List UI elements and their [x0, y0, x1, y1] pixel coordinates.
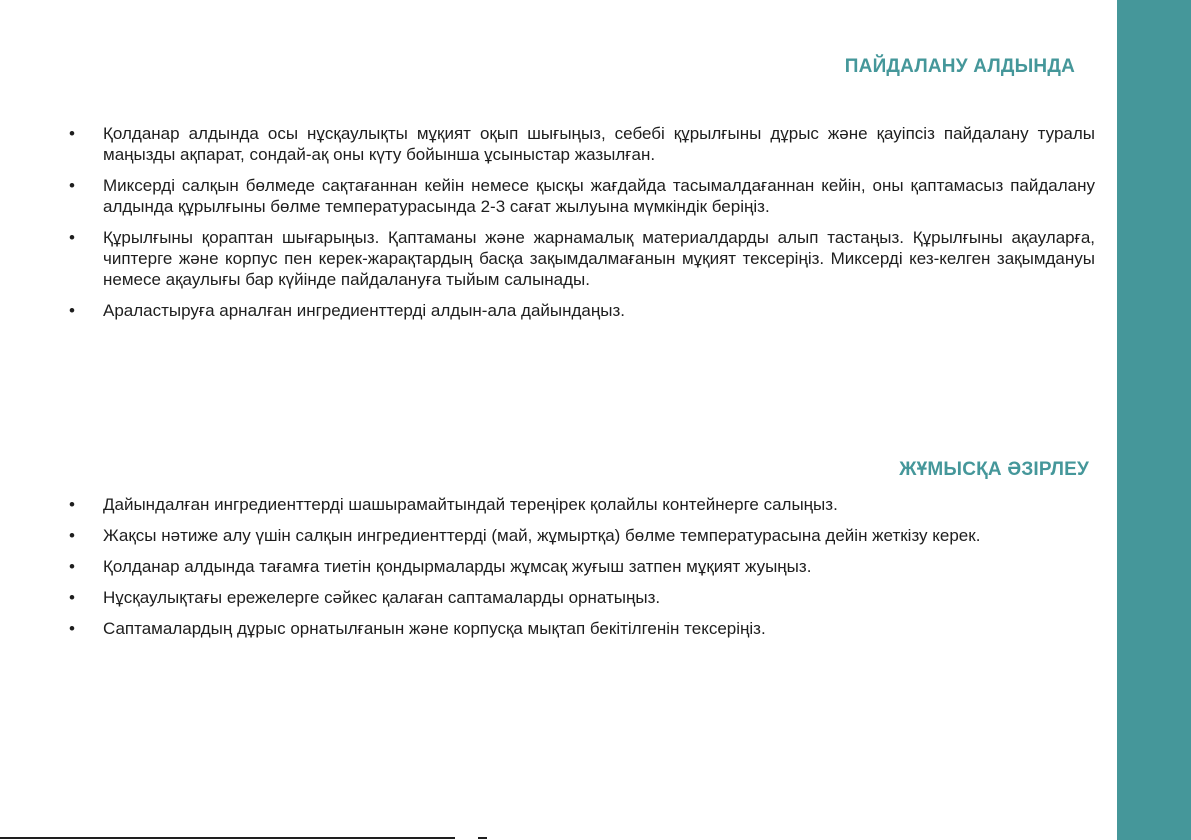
before-use-list — [66, 123, 1095, 331]
bullet-icon: • — [69, 588, 75, 607]
list-item-text: Саптамалардың дұрыс орнатылғанын және корпусқа мықтап бекітілгенін тексеріңіз. — [103, 619, 766, 638]
bullet-icon: • — [69, 557, 75, 576]
list-item — [66, 525, 1095, 546]
list-item — [66, 494, 1095, 515]
preparation-list — [66, 494, 1095, 649]
list-item — [66, 123, 1095, 165]
list-item — [66, 618, 1095, 639]
footer-mark — [478, 837, 487, 839]
bullet-icon: • — [69, 301, 75, 320]
bullet-icon: • — [69, 228, 75, 247]
list-item — [66, 227, 1095, 290]
bullet-icon: • — [69, 176, 75, 195]
list-item-text: Миксерді салқын бөлмеде сақтағаннан кейін немесе қысқы жағдайда тасымалдағаннан кейін, оны қаптамасыз пайдалану алдында құрылғыны бөлме температурасында 2-3 сағат жылуына мүмкіндік беріңіз. — [103, 176, 1095, 216]
list-item — [66, 556, 1095, 577]
section-heading-before-use: ПАЙДАЛАНУ АЛДЫНДА — [844, 56, 1075, 77]
bullet-icon: • — [69, 124, 75, 143]
list-item — [66, 300, 1095, 321]
list-item-text: Араластыруға арналған ингредиенттерді алдын-ала дайындаңыз. — [103, 301, 625, 320]
bullet-icon: • — [69, 495, 75, 514]
side-accent-band — [1117, 0, 1191, 840]
section-heading-preparation: ЖҰМЫСҚА ӘЗІРЛЕУ — [899, 459, 1089, 480]
list-item-text: Жақсы нәтиже алу үшін салқын ингредиенттерді (май, жұмыртқа) бөлме температурасына дейін жеткізу керек. — [103, 526, 981, 545]
bullet-icon: • — [69, 526, 75, 545]
list-item — [66, 175, 1095, 217]
footer-rule — [0, 837, 455, 839]
list-item-text: Нұсқаулықтағы ережелерге сәйкес қалаған саптамаларды орнатыңыз. — [103, 588, 661, 607]
list-item-text: Құрылғыны қораптан шығарыңыз. Қаптаманы және жарнамалық материалдарды алып тастаңыз. Құрылғыны ақауларға, чиптерге және корпус пен керек-жарақтардың басқа зақымдалмағанын мұқият тексеріңіз. Миксерді кез-келген зақымдануы немесе ақаулығы бар күйінде пайдалануға тыйым салынады. — [103, 228, 1095, 289]
list-item — [66, 587, 1095, 608]
list-item-text: Дайындалған ингредиенттерді шашырамайтындай тереңірек қолайлы контейнерге салыңыз. — [103, 495, 838, 514]
list-item-text: Қолданар алдында осы нұсқаулықты мұқият оқып шығыңыз, себебі құрылғыны дұрыс және қауіпсіз пайдалану туралы маңызды ақпарат, сондай-ақ оны күту бойынша ұсыныстар жазылған. — [103, 124, 1095, 164]
bullet-icon: • — [69, 619, 75, 638]
list-item-text: Қолданар алдында тағамға тиетін қондырмаларды жұмсақ жуғыш затпен мұқият жуыңыз. — [103, 557, 812, 576]
